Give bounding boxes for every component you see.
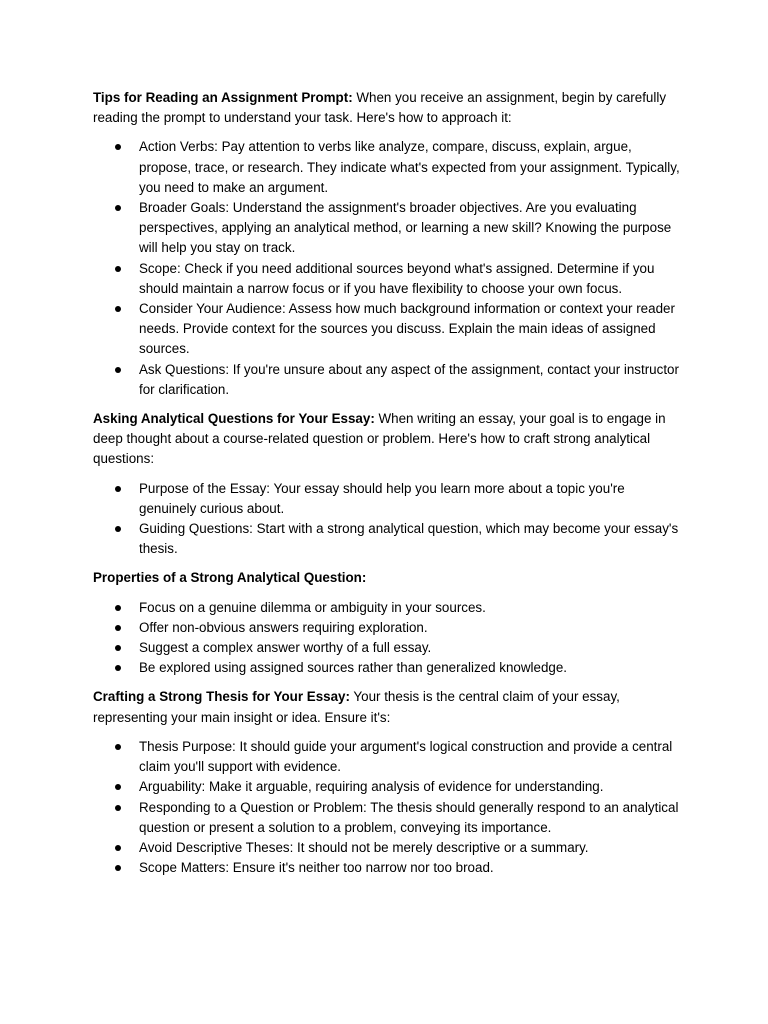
list-item-text: Thesis Purpose: It should guide your argument's logical construction and provide a central claim you'll support with evidence. [139,738,673,775]
bullet-icon [115,367,121,373]
list-item [93,598,683,618]
strong-question-properties-list [93,598,683,679]
list-item-text: Be explored using assigned sources rather than generalized knowledge. [139,660,568,676]
list-item [93,838,683,858]
section-heading: Tips for Reading an Assignment Prompt: [93,90,353,105]
list-item-text: Action Verbs: Pay attention to verbs like analyze, compare, discuss, explain, argue, propose, trace, or research. They indicate what's expected from your assignment. Typically, you need to make an argument. [139,139,680,195]
bullet-icon [115,665,121,671]
document-page [93,88,683,887]
list-item-text: Focus on a genuine dilemma or ambiguity in your sources. [139,599,486,615]
list-item-text: Scope: Check if you need additional sources beyond what's assigned. Determine if you should maintain a narrow focus or if you have flexibility to choose your own focus. [139,260,655,296]
section-heading: Asking Analytical Questions for Your Essay: [93,411,375,427]
bullet-icon [115,645,121,651]
thesis-tips-list [93,737,683,878]
list-item-text: Suggest a complex answer worthy of a full essay. [139,640,432,656]
list-item [93,638,683,658]
section-thesis-paragraph [93,687,683,727]
list-item [93,299,683,360]
list-item [93,360,683,400]
list-item-text: Consider Your Audience: Assess how much background information or context your reader needs. Provide context for the sources you discuss. Explain the main ideas of assigned sources. [139,301,675,357]
bullet-icon [115,605,121,611]
list-item-text: Responding to a Question or Problem: The thesis should generally respond to an analytical question or present a solution to a problem, conveying its importance. [139,799,679,835]
list-item-text: Arguability: Make it arguable, requiring analysis of evidence for understanding. [139,779,604,795]
list-item [93,198,683,259]
bullet-icon [115,625,121,631]
bullet-icon [115,744,121,750]
list-item-text: Purpose of the Essay: Your essay should help you learn more about a topic you're genuinely curious about. [139,480,625,516]
list-item-text: Ask Questions: If you're unsure about any aspect of the assignment, contact your instructor for clarification. [139,361,679,397]
list-item [93,479,683,519]
list-item-text: Offer non-obvious answers requiring exploration. [139,619,428,635]
list-item [93,259,683,299]
bullet-icon [115,865,121,871]
list-item [93,798,683,838]
list-item [93,737,683,777]
bullet-icon [115,845,121,851]
bullet-icon [115,805,121,811]
list-item [93,777,683,797]
bullet-icon [115,526,121,532]
section-heading: Crafting a Strong Thesis for Your Essay: [93,689,350,705]
bullet-icon [115,205,121,211]
list-item-text: Guiding Questions: Start with a strong analytical question, which may become your essay's thesis. [139,521,679,557]
section-intro: When you receive an assignment, begin by carefully reading the prompt to understand your task. Here's how to approach it: [93,90,667,126]
section-intro: When writing an essay, your goal is to engage in deep thought about a course-related question or problem. Here's how to craft strong analytical questions: [93,411,666,467]
list-item [93,618,683,638]
analytical-questions-list [93,479,683,560]
list-item [93,658,683,678]
list-item-text: Avoid Descriptive Theses: It should not be merely descriptive or a summary. [139,839,589,855]
section-strong-question-paragraph [93,568,683,588]
section-intro: Your thesis is the central claim of your essay, representing your main insight or idea. Ensure it's: [93,689,620,725]
reading-prompt-tips-list [93,137,683,400]
list-item [93,858,683,878]
section-reading-prompt-paragraph [93,88,683,128]
bullet-icon [115,784,121,790]
list-item [93,137,683,198]
bullet-icon [115,144,121,150]
list-item [93,519,683,559]
bullet-icon [115,486,121,492]
list-item-text: Scope Matters: Ensure it's neither too narrow nor too broad. [139,860,494,876]
list-item-text: Broader Goals: Understand the assignment's broader objectives. Are you evaluating perspectives, applying an analytical method, or learning a new skill? Knowing the purpose will help you stay on track. [139,200,672,256]
section-heading: Properties of a Strong Analytical Question: [93,570,367,586]
bullet-icon [115,266,121,272]
bullet-icon [115,306,121,312]
section-analytical-questions-paragraph [93,409,683,470]
